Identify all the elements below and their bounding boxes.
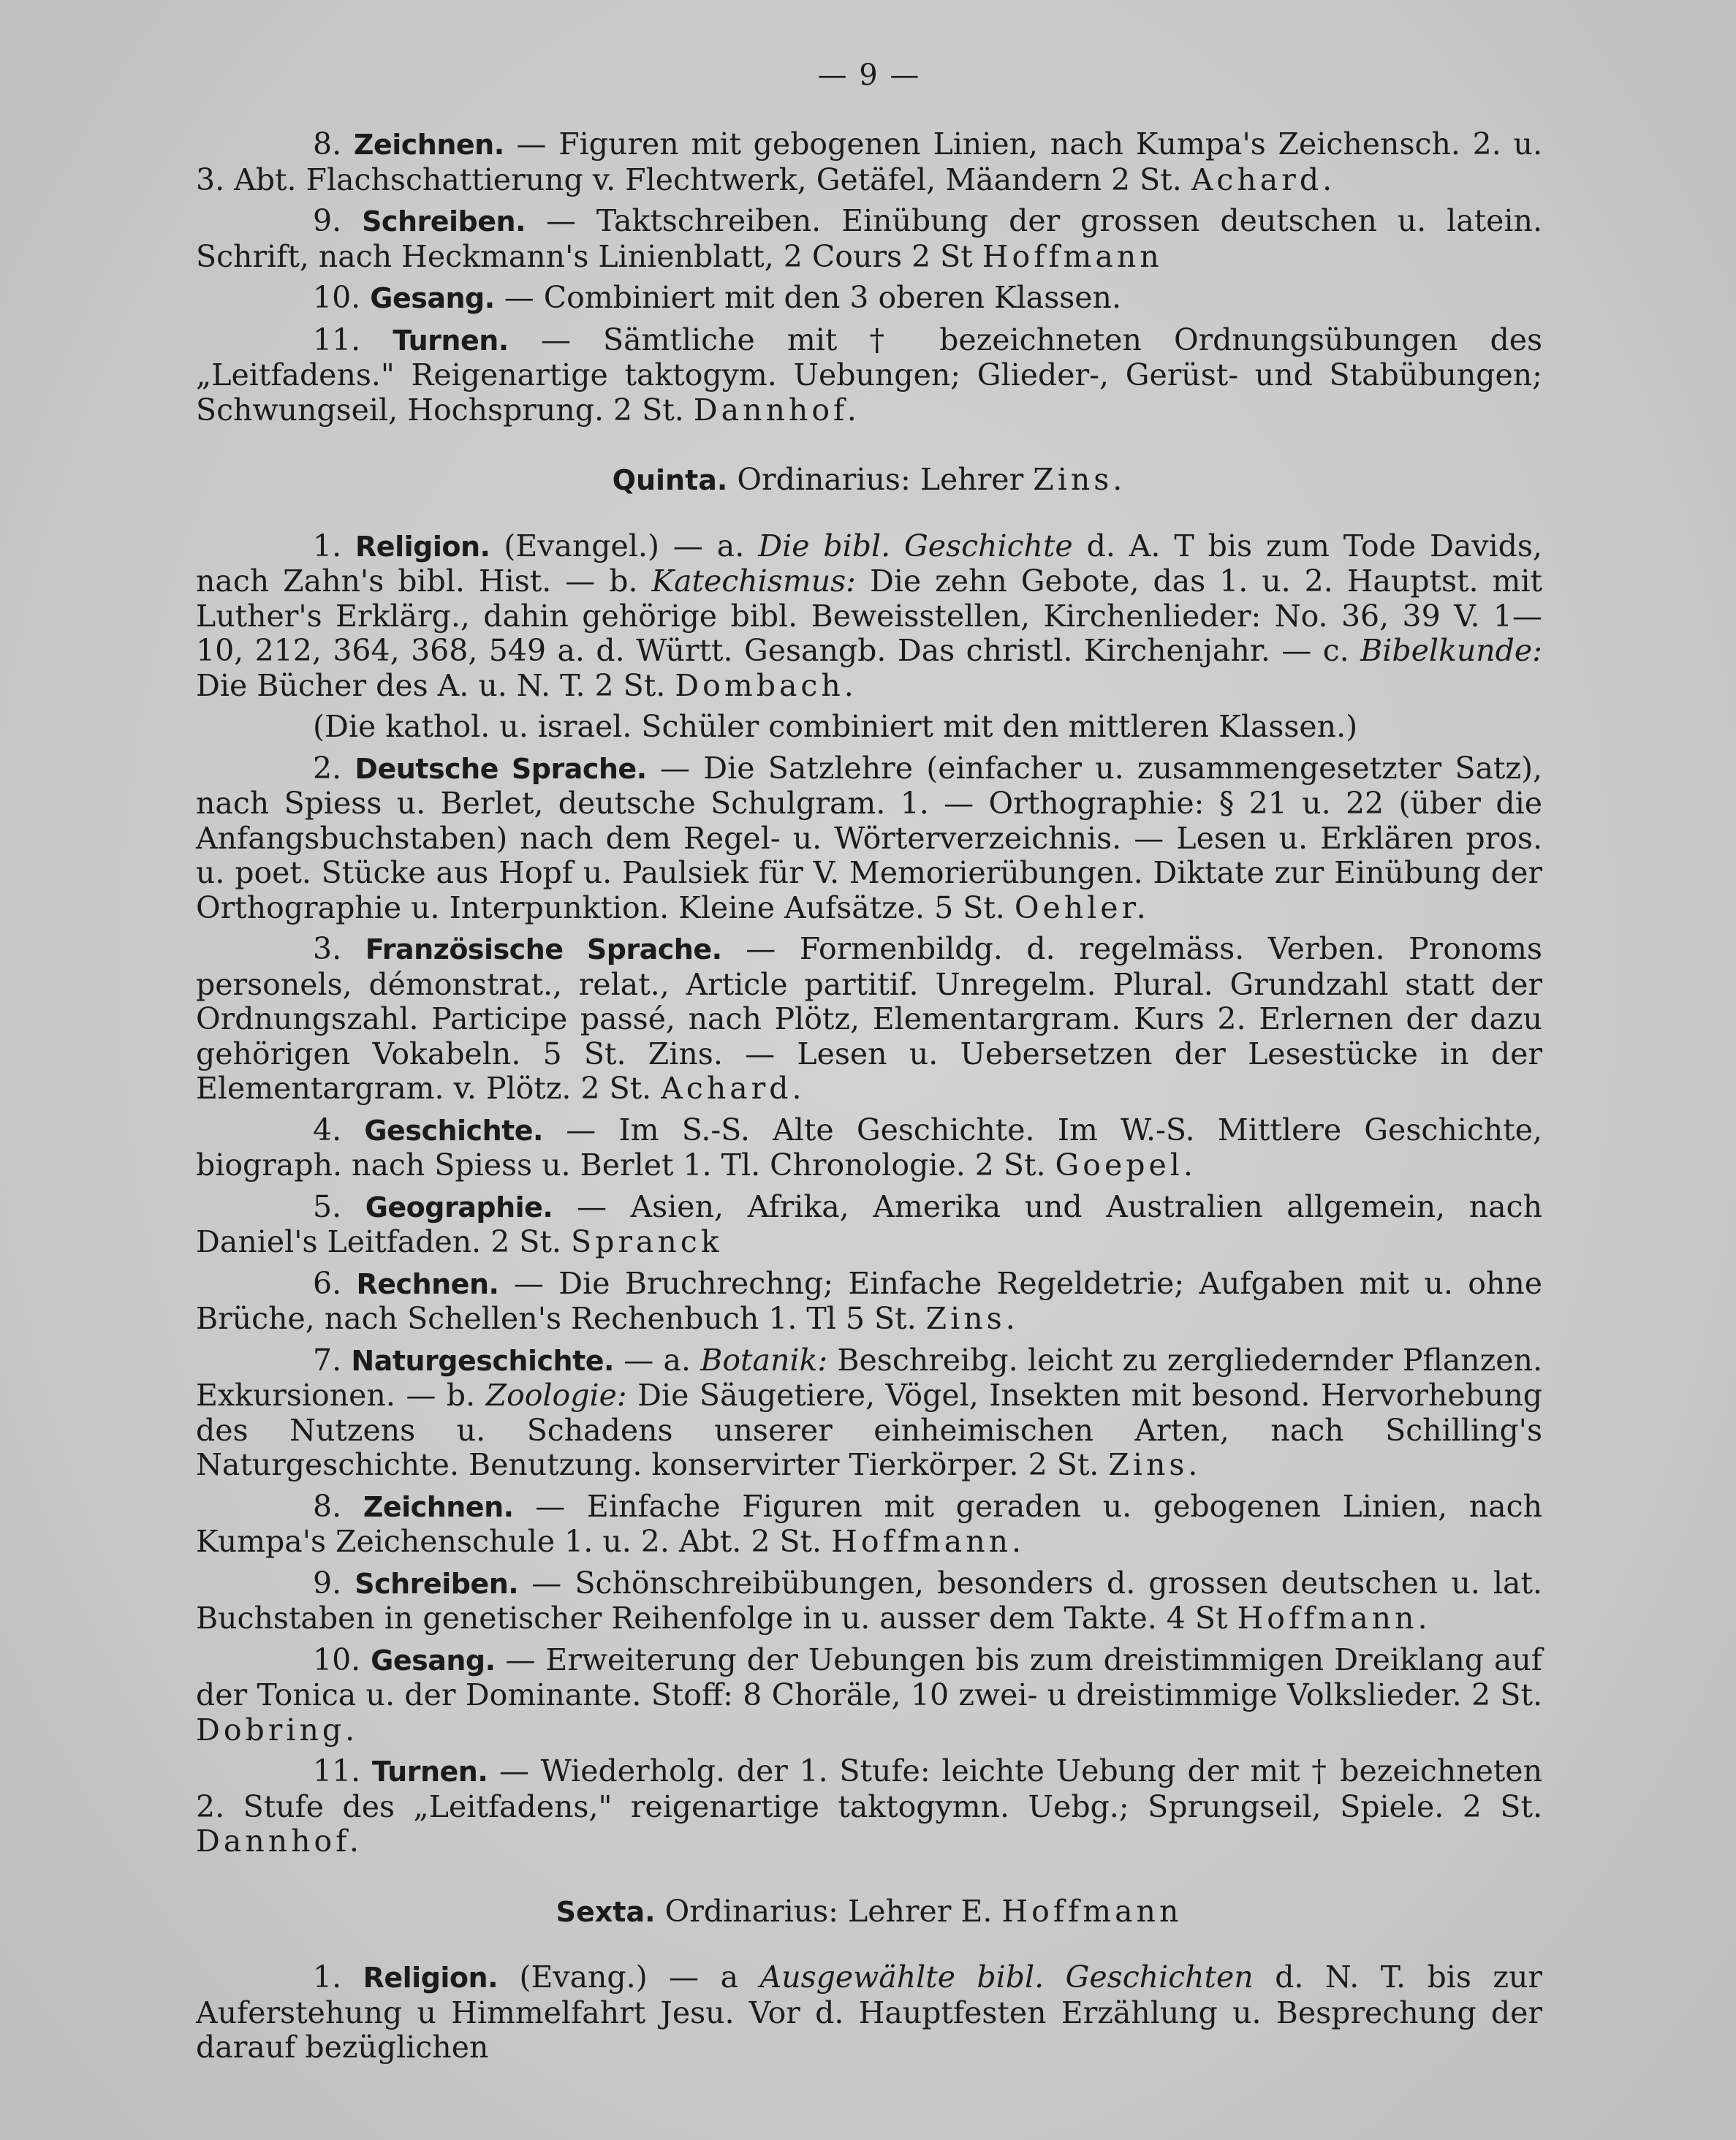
subject-heading: Zeichnen.: [353, 129, 504, 161]
teacher-name: Achard.: [1191, 162, 1336, 197]
page-number: — 9 —: [817, 58, 921, 92]
paragraph-deutsche-sprache: 2. Deutsche Sprache. — Die Satzlehre (einfacher u. zusammengesetzter Satz), nach Spiess u. Berlet, deutsche Schulgram. 1. — Orthographie: § 21 u. 22 (über die Anfangsbuchstaben) nach dem Regel- u. Wörterverzeichnis. — Lesen u. Erklären pros. u. poet. Stücke aus Hopf u. Paulsiek für V. Memorierübungen. Diktate zur Einübung der Orthographie u. Interpunktion. Kleine Aufsätze. 5 St. Oehler.: [196, 750, 1542, 925]
ordinarius-label: Ordinarius: Lehrer E.: [664, 1893, 993, 1929]
teacher-name: Dobring.: [196, 1712, 359, 1748]
paragraph-gesang-2: 10. Gesang. — Erweiterung der Uebungen bis zum dreistimmigen Dreiklang auf der Tonica u. der Dominante. Stoff: 8 Choräle, 10 zwei- u dreistimmige Volkslieder. 2 St. Dobring.: [196, 1642, 1542, 1748]
teacher-name: Hoffmann.: [831, 1524, 1026, 1559]
paragraph-franzoesisch: 3. Französische Sprache. — Formenbildg. d. regelmäss. Verben. Pronoms personels, démonstrat., relat., Article partitif. Unregelm. Plural. Grundzahl statt der Ordnungszahl. Participe passé, nach Plötz, Elementargram. Kurs 2. Erlernen der dazu gehörigen Vokabeln. 5 St. Zins. — Lesen u. Uebersetzen der Lesestücke in der Elementargram. v. Plötz. 2 St. Achard.: [196, 931, 1542, 1106]
paragraph-naturgeschichte: 7. Naturgeschichte. — a. Botanik: Beschreibg. leicht zu zergliedernder Pflanzen. Exkursionen. — b. Zoologie: Die Säugetiere, Vögel, Insekten mit besond. Hervorhebung des Nutzens u. Schadens unserer einheimischen Arten, nach Schilling's Naturgeschichte. Benutzung. konservirter Tierkörper. 2 St. Zins.: [196, 1342, 1542, 1482]
paragraph-gesang-1: 10. Gesang. — Combiniert mit den 3 oberen Klassen.: [313, 280, 1121, 315]
ordinarius-label: Ordinarius: Lehrer: [737, 462, 1024, 497]
paragraph-schreiben-1: 9. Schreiben. — Taktschreiben. Einübung der grossen deutschen u. latein. Schrift, nach Heckmann's Linienblatt, 2 Cours 2 St Hoffmann: [196, 203, 1542, 274]
subject-heading: Gesang.: [370, 282, 495, 314]
class-title: Sexta.: [556, 1895, 656, 1928]
subject-heading: Geographie.: [365, 1191, 553, 1223]
paragraph-turnen-1: 11. Turnen. — Sämtliche mit † bezeichneten Ordnungsübungen des „Leitfadens." Reigenartige taktogym. Uebungen; Glieder-, Gerüst- und Stabübungen; Schwungseil, Hochsprung. 2 St. Dannhof.: [196, 322, 1542, 428]
ordinarius-name: Hoffmann: [1001, 1893, 1183, 1929]
teacher-name: Oehler.: [1014, 889, 1150, 925]
teacher-name: Goepel.: [1055, 1147, 1197, 1183]
subject-heading: Turnen.: [393, 324, 509, 357]
teacher-name: Zins.: [1108, 1447, 1202, 1482]
subject-heading: Religion.: [363, 1962, 499, 1994]
subject-heading: Turnen.: [371, 1756, 488, 1788]
subject-heading: Naturgeschichte.: [351, 1344, 614, 1377]
subject-heading: Französische Sprache.: [365, 933, 722, 965]
paragraph-religion-sexta: 1. Religion. (Evang.) — a Ausgewählte bibl. Geschichten d. N. T. bis zur Auferstehung u Himmelfahrt Jesu. Vor d. Hauptfesten Erzählung u. Besprechung der darauf bezüglichen: [196, 1959, 1542, 2065]
ordinarius-name: Zins.: [1033, 462, 1126, 497]
teacher-name: Dombach.: [675, 667, 857, 703]
teacher-name: Zins.: [925, 1301, 1019, 1336]
section-heading-quinta: [196, 463, 1542, 498]
section-heading-sexta: [196, 1894, 1542, 1930]
religion-note: (Die kathol. u. israel. Schüler combiniert mit den mittleren Klassen.): [313, 709, 1358, 744]
subject-heading: Schreiben.: [362, 205, 526, 238]
paragraph-zeichnen-2: 8. Zeichnen. — Einfache Figuren mit geraden u. gebogenen Linien, nach Kumpa's Zeichenschule 1. u. 2. Abt. 2 St. Hoffmann.: [196, 1488, 1542, 1559]
subject-heading: Religion.: [355, 530, 490, 563]
subject-heading: Zeichnen.: [363, 1490, 514, 1523]
paragraph-geographie: 5. Geographie. — Asien, Afrika, Amerika und Australien allgemein, nach Daniel's Leitfaden. 2 St. Spranck: [196, 1188, 1542, 1259]
subject-heading: Schreiben.: [355, 1567, 519, 1600]
class-title: Quinta.: [612, 464, 728, 496]
subject-heading: Rechnen.: [356, 1267, 499, 1300]
teacher-name: Dannhof.: [196, 1824, 363, 1859]
teacher-name: Spranck: [571, 1224, 723, 1259]
paragraph-geschichte: 4. Geschichte. — Im S.-S. Alte Geschichte. Im W.-S. Mittlere Geschichte, biograph. nach Spiess u. Berlet 1. Tl. Chronologie. 2 St. Goepel.: [196, 1112, 1542, 1183]
teacher-name: Hoffmann.: [1237, 1601, 1431, 1636]
subject-heading: Deutsche Sprache.: [355, 752, 647, 785]
teacher-name: Dannhof.: [693, 392, 860, 428]
paragraph-zeichnen-1: 8. Zeichnen. — Figuren mit gebogenen Linien, nach Kumpa's Zeichensch. 2. u. 3. Abt. Flachschattierung v. Flechtwerk, Getäfel, Mäandern 2 St. Achard.: [196, 126, 1542, 197]
paragraph-schreiben-2: 9. Schreiben. — Schönschreibübungen, besonders d. grossen deutschen u. lat. Buchstaben in genetischer Reihenfolge in u. ausser dem Takte. 4 St Hoffmann.: [196, 1565, 1542, 1636]
subject-heading: Gesang.: [371, 1644, 496, 1677]
teacher-name: Achard.: [661, 1071, 806, 1106]
paragraph-religion-quinta: 1. Religion. (Evangel.) — a. Die bibl. Geschichte d. A. T bis zum Tode Davids, nach Zahn's bibl. Hist. — b. Katechismus: Die zehn Gebote, das 1. u. 2. Hauptst. mit Luther's Erklärg., dahin gehörige bibl. Beweisstellen, Kirchenlieder: No. 36, 39 V. 1—10, 212, 364, 368, 549 a. d. Württ. Gesangb. Das christl. Kirchenjahr. — c. Bibelkunde: Die Bücher des A. u. N. T. 2 St. Dombach.: [196, 528, 1542, 703]
paragraph-rechnen: 6. Rechnen. — Die Bruchrechng; Einfache Regeldetrie; Aufgaben mit u. ohne Brüche, nach Schellen's Rechenbuch 1. Tl 5 St. Zins.: [196, 1265, 1542, 1336]
teacher-name: Hoffmann: [982, 238, 1163, 274]
subject-heading: Geschichte.: [364, 1114, 543, 1147]
paragraph-turnen-2: 11. Turnen. — Wiederholg. der 1. Stufe: leichte Uebung der mit † bezeichneten 2. Stufe des „Leitfadens," reigenartige taktogymn. Uebg.; Sprungseil, Spiele. 2 St. Dannhof.: [196, 1753, 1542, 1859]
